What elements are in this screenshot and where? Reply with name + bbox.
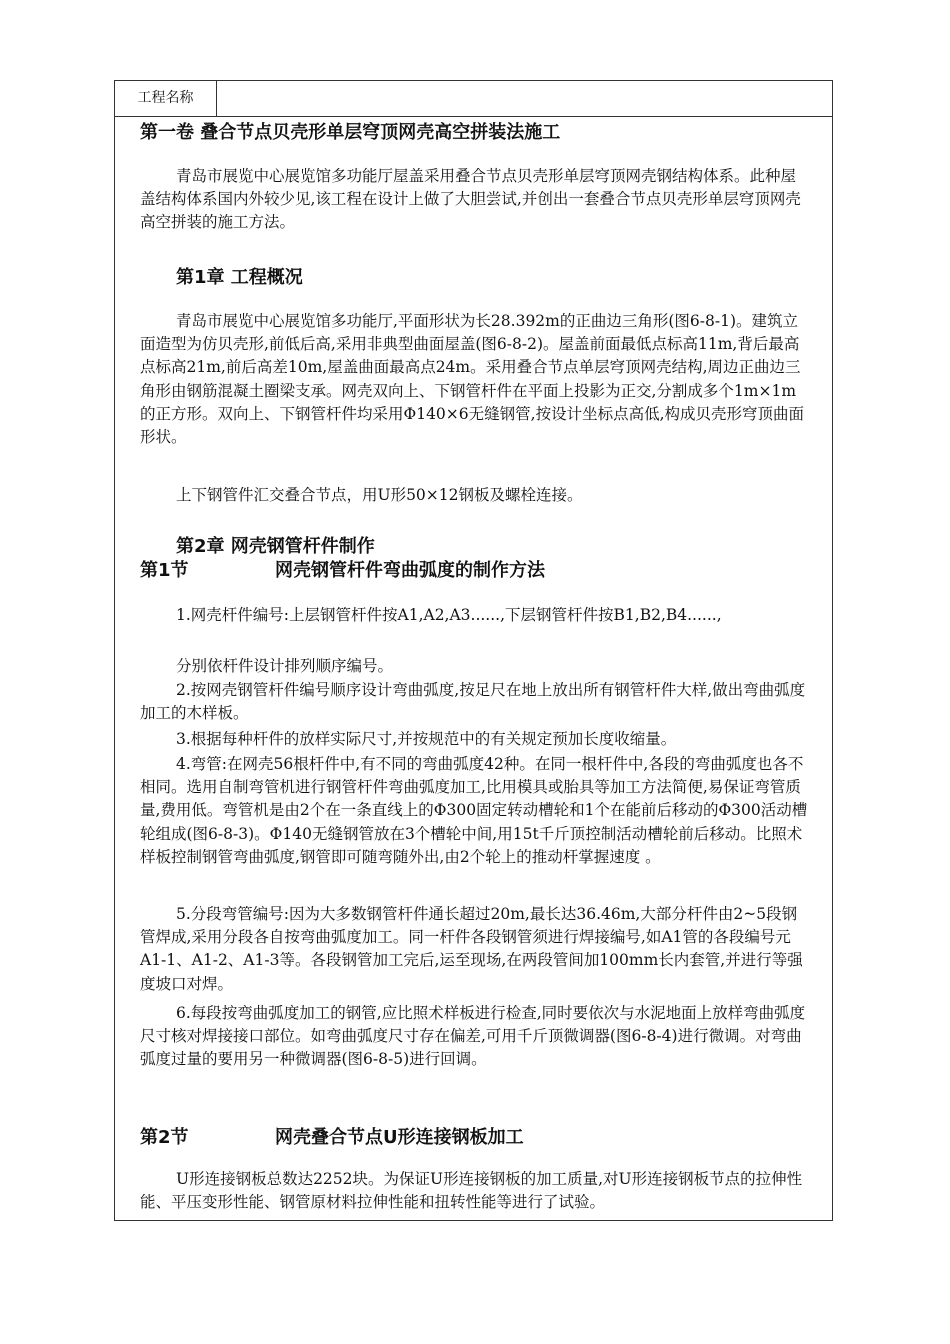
header-row: [115, 81, 832, 117]
section-1-title: 网壳钢管杆件弯曲弧度的制作方法: [275, 560, 545, 581]
volume-title: 第一卷 叠合节点贝壳形单层穹顶网壳高空拼装法施工: [140, 122, 561, 143]
section-2-heading: [140, 1123, 524, 1149]
item-2: 2.按网壳钢管杆件编号顺序设计弯曲弧度,按足尺在地上放出所有钢管杆件大样,做出弯曲弧度加工的木样板。: [140, 681, 806, 723]
item-3: 3.根据每种杆件的放样实际尺寸,并按规范中的有关规定预加长度收缩量。: [176, 730, 677, 748]
section-2-title: 网壳叠合节点U形连接钢板加工: [275, 1127, 524, 1148]
chapter-1-paragraph-2: 上下钢管件汇交叠合节点，用U形50×12钢板及螺栓连接。: [176, 486, 583, 504]
item-4: 4.弯管:在网壳56根杆件中,有不同的弯曲弧度42种。在同一根杆件中,各段的弯曲弧度也各不相同。选用自制弯管机进行钢管杆件弯曲弧度加工,比用模具或胎具等加工方法简便,易保证弯管质量,费用低。弯管机是由2个在一条直线上的Φ300固定转动槽轮和1个在能前后移动的Φ300活动槽轮组成(图6-8-3)。Φ140无缝钢管放在3个槽轮中间,用15t千斤顶控制活动槽轮前后移动。比照术样板控制钢管弯曲弧度,钢管即可随弯随外出,由2个轮上的推动杆掌握速度 。: [140, 755, 808, 866]
item-5: 5.分段弯管编号:因为大多数钢管杆件通长超过20m,最长达36.46m,大部分杆件由2~5段钢管焊成,采用分段各自按弯曲弧度加工。同一杆件各段钢管须进行焊接编号,如A1管的各段编号元A1-1、A1-2、A1-3等。各段钢管加工完后,运至现场,在两段管间加100mm长内套管,并进行等强度坡口对焊。: [140, 905, 803, 993]
section-2-number: 第2节: [140, 1127, 189, 1148]
section-1-heading: [140, 556, 545, 582]
chapter-1-paragraph: 青岛市展览中心展览馆多功能厅,平面形状为长28.392m的正曲边三角形(图6-8-1)。建筑立面造型为仿贝壳形,前低后高,采用非典型曲面屋盖(图6-8-2)。屋盖前面最低点标高11m,背后最高点标高21m,前后高差10m,屋盖曲面最高点24m。采用叠合节点单层穹顶网壳结构,周边正曲边三角形由钢筋混凝土圈梁支承。网壳双向上、下钢管杆件在平面上投影为正交,分割成多个1m×1m的正方形。双向上、下钢管杆件均采用Φ140×6无缝钢管,按设计坐标点高低,构成贝壳形穹顶曲面形状。: [140, 312, 804, 447]
section-1-number: 第1节: [140, 560, 189, 581]
section-2-paragraph: U形连接钢板总数达2252块。为保证U形连接钢板的加工质量,对U形连接钢板节点的拉伸性能、平压变形性能、钢管原材料拉伸性能和扭转性能等进行了试验。: [140, 1170, 803, 1212]
chapter-2-title: 第2章 网壳钢管杆件制作: [176, 536, 375, 557]
project-name-label: 工程名称: [115, 81, 217, 116]
item-6: 6.每段按弯曲弧度加工的钢管,应比照术样板进行检查,同时要依次与水泥地面上放样弯曲弧度尺寸核对焊接接口部位。如弯曲弧度尺寸存在偏差,可用千斤顶微调器(图6-8-4)进行微调。对弯曲弧度过量的要用另一种微调器(图6-8-5)进行回调。: [140, 1004, 806, 1069]
intro-paragraph: 青岛市展览中心展览馆多功能厅屋盖采用叠合节点贝壳形单层穹顶网壳钢结构体系。此种屋盖结构体系国内外较少见,该工程在设计上做了大胆尝试,并创出一套叠合节点贝壳形单层穹顶网壳高空拼装的施工方法。: [140, 167, 801, 232]
chapter-1-title: 第1章 工程概况: [176, 267, 303, 288]
item-1: 1.网壳杆件编号:上层钢管杆件按A1,A2,A3......,下层钢管杆件按B1,B2,B4......,: [176, 606, 722, 624]
item-1-continued: 分别依杆件设计排列顺序编号。: [176, 657, 394, 675]
